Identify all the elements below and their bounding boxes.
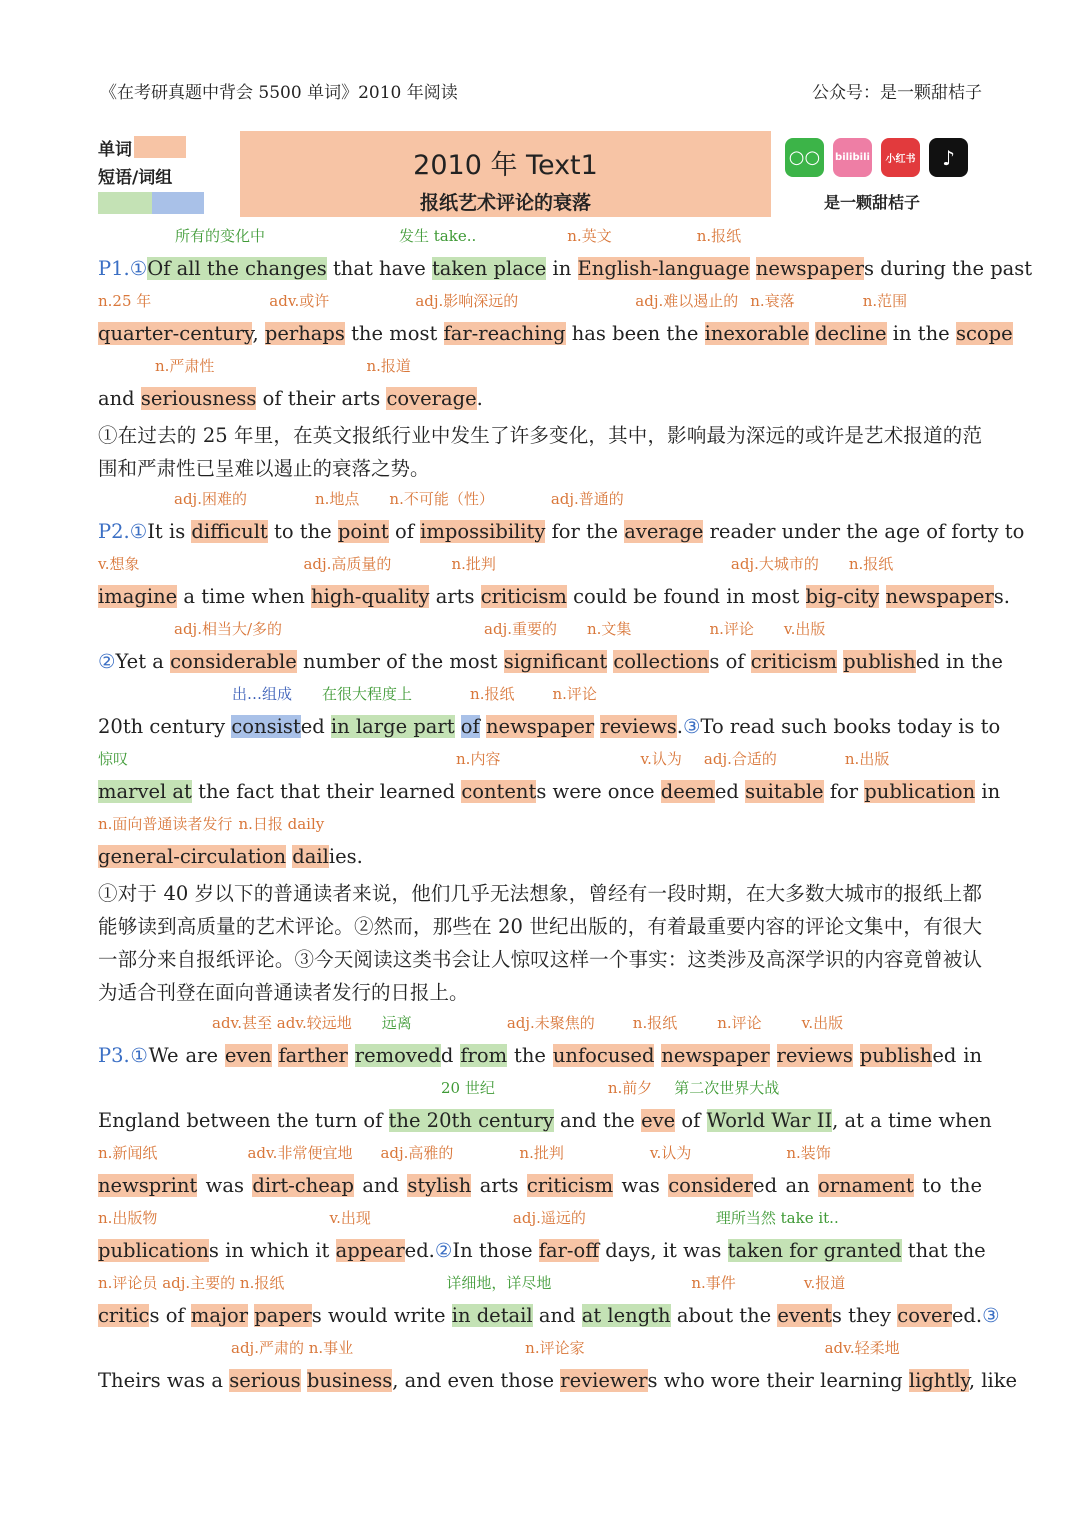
passage-text: dirt-cheap [252, 1174, 354, 1197]
passage-text: consider [668, 1174, 754, 1197]
passage-line [98, 1166, 982, 1206]
passage-text: newspaper [755, 257, 865, 280]
gloss-line [98, 289, 982, 314]
passage-line: P3.①We are even farther removedd from the unfocused newspaper reviews published in [98, 1044, 983, 1067]
passage-text: considerable [170, 650, 297, 673]
page-subtitle: 报纸艺术评论的衰落 [419, 192, 591, 214]
gloss-annotation: n.新闻纸 [98, 1144, 158, 1162]
gloss-annotation: adj.严肃的 n.事业 [231, 1339, 354, 1357]
passage-text: and [98, 387, 135, 410]
passage-text: has been the [571, 322, 699, 345]
passage-text: the most [351, 322, 438, 345]
document-header-account: 公众号：是一颗甜桔子 [812, 83, 982, 103]
passage-text: average [624, 520, 704, 543]
passage-text: s. [993, 585, 1010, 608]
gloss-annotation: n.报道 [366, 357, 411, 375]
passage-text: cover [897, 1304, 952, 1327]
gloss-annotation: n.内容 [456, 750, 501, 768]
passage-text: a time when [183, 585, 305, 608]
gloss-annotation: n.评论 [552, 685, 597, 703]
gloss-annotation: 惊叹 [98, 750, 129, 768]
gloss-annotation: adv.甚至 adv.较远地 [212, 1014, 352, 1032]
passage-text: reviews [776, 1044, 853, 1067]
gloss-annotation: n.装饰 [786, 1144, 831, 1162]
gloss-line [98, 1271, 982, 1296]
passage-text: in large part [330, 715, 455, 738]
passage-text: that have [332, 257, 426, 280]
passage-text: suitable [745, 780, 824, 803]
passage-text: s during the past [864, 257, 1033, 280]
gloss-annotation: adj.影响深远的 [415, 292, 519, 310]
gloss-line [98, 1076, 982, 1101]
passage-text: difficult [191, 520, 268, 543]
passage-text: criticism [480, 585, 567, 608]
page-title: 2010 年 Text1 [413, 150, 598, 181]
passage-text: ed an [753, 1174, 810, 1197]
paragraph-label: P1. [98, 257, 130, 280]
passage-line [98, 379, 982, 419]
passage-text: the [514, 1044, 546, 1067]
gloss-annotation: adv.或许 [269, 292, 330, 310]
passage-text: in detail [451, 1304, 533, 1327]
passage-text: and the [560, 1109, 635, 1132]
passage-text: in [981, 780, 1001, 803]
passage-text: ed [300, 715, 325, 738]
passage-text: impossibility [420, 520, 546, 543]
gloss-annotation: n.报纸 [696, 227, 742, 245]
passage-line: P1.①Of all the changes that have taken place in English-language newspapers during the past [98, 257, 1033, 280]
passage-text: marvel at [98, 780, 192, 803]
gloss-line [98, 487, 982, 512]
passage-line: publications in which it appeared.②In those far-off days, it was taken for granted that the [98, 1239, 986, 1262]
passage-text: It is [147, 520, 186, 543]
gloss-annotation: adv.非常便宜地 [247, 1144, 353, 1162]
passage-text: to the [273, 520, 332, 543]
passage-text: d [440, 1044, 454, 1067]
passage-text: in [552, 257, 572, 280]
passage-text: lightly [908, 1369, 969, 1392]
passage-text: reviewer [560, 1369, 648, 1392]
gloss-annotation: n.报纸 [470, 685, 515, 703]
gloss-annotation: v.想象 [98, 555, 140, 573]
passage-text: , and even those [392, 1369, 555, 1392]
gloss-line [98, 1336, 982, 1361]
gloss-annotation: v.认为 [649, 1144, 692, 1162]
gloss-line [98, 1206, 982, 1231]
gloss-line [98, 224, 982, 249]
gloss-annotation: n.报纸 [848, 555, 894, 573]
passage-line: 20th century consisted in large part of newspaper reviews.③To read such books today is to [98, 715, 1001, 738]
passage-text: English-language [577, 257, 750, 280]
gloss-annotation: n.出版 [844, 750, 890, 768]
passage-text: removed [354, 1044, 441, 1067]
passage-text: newspaper [485, 715, 595, 738]
passage-text: . [676, 715, 683, 738]
gloss-annotation: 出…组成 [232, 685, 293, 703]
gloss-annotation: 发生 take.. [399, 227, 477, 245]
passage-text: s they [831, 1304, 892, 1327]
passage-text: and [538, 1304, 576, 1327]
passage-text: To read such books today is to [700, 715, 1001, 738]
passage-text: content [461, 780, 537, 803]
passage-text: taken place [431, 257, 547, 280]
passage-text: publish [843, 650, 916, 673]
chinese-translation: ①在过去的 25 年里，在英文报纸行业中发生了许多变化，其中，影响最为深远的或许是艺术报道的范围和严肃性已呈难以遏止的衰落之势。 [98, 424, 982, 480]
passage-text: , like [968, 1369, 1018, 1392]
passage-text: the 20th century [388, 1109, 554, 1132]
gloss-annotation: n.文集 [587, 620, 632, 638]
gloss-line [98, 1141, 982, 1166]
gloss-line [98, 747, 982, 772]
xiaohongshu-icon[interactable]: 小红书 [881, 138, 920, 177]
gloss-annotation: v.报道 [803, 1274, 846, 1292]
passage-text: even [224, 1044, 272, 1067]
passage-text: s were once [536, 780, 655, 803]
reading-passage [98, 224, 1033, 1401]
passage-text: newspaper [885, 585, 994, 608]
passage-text: In those [452, 1239, 533, 1262]
passage-text: coverage [386, 387, 477, 410]
paragraph-label: P2. [98, 520, 130, 543]
gloss-annotation: adj.大城市的 [730, 555, 819, 573]
passage-text: critic [98, 1304, 150, 1327]
passage-text: newsprint [98, 1174, 198, 1197]
social-icons [785, 138, 968, 177]
bilibili-icon[interactable]: bilibili [833, 138, 872, 177]
passage-text: publication [98, 1239, 209, 1262]
gloss-annotation: n.批判 [519, 1144, 564, 1162]
passage-text: reviews [600, 715, 677, 738]
gloss-annotation: 详细地，详尽地 [446, 1274, 552, 1292]
passage-text: publish [859, 1044, 933, 1067]
passage-line [98, 314, 1013, 354]
passage-text: farther [278, 1044, 348, 1067]
passage-text: taken for granted [727, 1239, 902, 1262]
passage-text: collection [613, 650, 710, 673]
chinese-translation: ①对于 40 岁以下的普通读者来说，他们几乎无法想象，曾经有一段时期，在大多数大城市的报纸上都能够读到高质量的艺术评论。②然而，那些在 20 世纪出版的，有着最重要内容的评论文集中，有很大一部分来自报纸评论。③今天阅读这类书会让人惊叹这样一个事实：这类涉及高深学识的内容竟曾被认为适合刊登在面向普通读者发行的日报上。 [98, 882, 982, 1004]
passage-text: . [476, 387, 483, 410]
gloss-annotation: adj.困难的 [174, 490, 247, 508]
passage-text: arts [435, 585, 475, 608]
gloss-annotation: 远离 [381, 1014, 412, 1032]
gloss-annotation: n.前夕 [607, 1079, 653, 1097]
passage-line: P2.①It is difficult to the point of impossibility for the average reader under the age of forty to [98, 520, 1025, 543]
gloss-annotation: n.事件 [691, 1274, 736, 1292]
passage-text: was [205, 1174, 244, 1197]
passage-text: was [621, 1174, 660, 1197]
passage-text: dail [292, 845, 329, 868]
passage-text: seriousness [140, 387, 257, 410]
gloss-annotation: n.范围 [862, 292, 908, 310]
gloss-annotation: v.出版 [783, 620, 826, 638]
gloss-annotation: adj.相当大/多的 [174, 620, 283, 638]
gloss-annotation: n.地点 [314, 490, 360, 508]
title-banner [240, 131, 771, 217]
gloss-line [98, 1011, 982, 1036]
gloss-annotation: 所有的变化中 [175, 227, 266, 245]
passage-text: quarter-century [98, 322, 253, 345]
legend-word-label: 单词 [98, 139, 132, 160]
passage-text: Of all the changes [147, 257, 327, 280]
gloss-annotation: adj.难以遏止的 [635, 292, 739, 310]
gloss-line [98, 617, 982, 642]
passage-text: significant [503, 650, 608, 673]
passage-text: serious [229, 1369, 301, 1392]
document-header-title: 《在考研真题中背会 5500 单词》2010 年阅读 [100, 83, 458, 103]
gloss-annotation: n.评论 [709, 620, 754, 638]
gloss-line [98, 682, 982, 707]
passage-text: for the [551, 520, 619, 543]
passage-text: publication [864, 780, 976, 803]
passage-text: deem [660, 780, 715, 803]
passage-text: high-quality [311, 585, 430, 608]
passage-text: s in which it [208, 1239, 330, 1262]
passage-text: s who wore their learning [647, 1369, 903, 1392]
legend-phrase-green-swatch [98, 192, 152, 214]
passage-text: from [460, 1044, 508, 1067]
gloss-annotation: n.英文 [567, 227, 612, 245]
passage-text: inexorable [704, 322, 809, 345]
passage-line [98, 837, 982, 877]
gloss-annotation: 20 世纪 [441, 1079, 495, 1097]
gloss-annotation: n.面向普通读者发行 [98, 815, 233, 833]
passage-text: ed. [404, 1239, 435, 1262]
gloss-annotation: 在很大程度上 [322, 685, 413, 703]
gloss-annotation: n.评论员 adj.主要的 n.报纸 [98, 1274, 285, 1292]
passage-text: of [681, 1109, 701, 1132]
passage-text: far-off [538, 1239, 600, 1262]
passage-line: critics of major papers would write in detail and at length about the events they covered.③ [98, 1304, 1000, 1327]
passage-text: for [829, 780, 859, 803]
passage-text: scope [955, 322, 1013, 345]
gloss-annotation: n.评论家 [525, 1339, 585, 1357]
passage-text: decline [815, 322, 887, 345]
passage-text: We are [148, 1044, 218, 1067]
passage-text: point [337, 520, 389, 543]
passage-text: Yet a [115, 650, 164, 673]
passage-text: imagine [98, 585, 178, 608]
passage-text: number of the most [302, 650, 498, 673]
gloss-line [98, 552, 982, 577]
passage-text: that the [907, 1239, 986, 1262]
passage-text: s of [709, 650, 745, 673]
passage-text: 20th century [98, 715, 226, 738]
gloss-annotation: adj.高质量的 [303, 555, 392, 573]
passage-text: , at a time when [832, 1109, 992, 1132]
gloss-annotation: n.日报 daily [238, 815, 325, 833]
gloss-annotation: n.严肃性 [155, 357, 215, 375]
passage-text: criticism [750, 650, 837, 673]
passage-text: business [306, 1369, 393, 1392]
passage-line: ②Yet a considerable number of the most significant collections of criticism published in the [98, 650, 1003, 673]
passage-text: World War II [706, 1109, 833, 1132]
passage-text: of their arts [262, 387, 381, 410]
gloss-annotation: v.认为 [640, 750, 682, 768]
gloss-annotation: v.出现 [329, 1209, 371, 1227]
passage-text: major [190, 1304, 249, 1327]
legend-phrase-label: 短语/词组 [98, 167, 173, 188]
passage-text: and [362, 1174, 400, 1197]
passage-line [98, 577, 1010, 617]
gloss-annotation: 理所当然 take it.. [715, 1209, 839, 1227]
passage-text: event [777, 1304, 832, 1327]
passage-line [98, 772, 1001, 812]
passage-text: about the [676, 1304, 772, 1327]
gloss-annotation: n.衰落 [750, 292, 795, 310]
tiktok-icon[interactable]: ♪ [929, 138, 968, 177]
legend-word-swatch [134, 136, 186, 158]
passage-text: s would write [311, 1304, 446, 1327]
passage-text: perhaps [264, 322, 345, 345]
passage-line [98, 1361, 1018, 1401]
wechat-icon[interactable]: ○○ [785, 138, 824, 177]
gloss-annotation: adj.合适的 [703, 750, 777, 768]
passage-text: newspaper [661, 1044, 770, 1067]
passage-text: Theirs was a [98, 1369, 224, 1392]
passage-text: paper [254, 1304, 312, 1327]
gloss-annotation: n.不可能（性） [389, 490, 494, 508]
gloss-annotation: n.25 年 [98, 292, 152, 310]
passage-text: of [460, 715, 480, 738]
passage-text: far-reaching [443, 322, 566, 345]
legend-phrase-blue-swatch [152, 192, 204, 214]
passage-text: England between the turn of [98, 1109, 383, 1132]
passage-text: days, it was [605, 1239, 722, 1262]
passage-text: at length [581, 1304, 671, 1327]
gloss-line [98, 354, 982, 379]
passage-text: stylish [407, 1174, 472, 1197]
passage-text: could be found in most [573, 585, 800, 608]
passage-text: of [394, 520, 414, 543]
gloss-annotation: n.评论 [717, 1014, 762, 1032]
brand-name: 是一颗甜桔子 [824, 193, 921, 212]
passage-text: unfocused [552, 1044, 655, 1067]
gloss-annotation: adj.普通的 [550, 490, 624, 508]
passage-text: criticism [526, 1174, 614, 1197]
passage-text: ornament [818, 1174, 914, 1197]
passage-text: eve [641, 1109, 676, 1132]
passage-text: the fact that their learned [198, 780, 456, 803]
passage-text: general-circulation [98, 845, 287, 868]
gloss-annotation: n.出版物 [98, 1209, 158, 1227]
gloss-annotation: 第二次世界大战 [674, 1079, 780, 1097]
gloss-annotation: adj.高雅的 [380, 1144, 454, 1162]
passage-text: to the [922, 1174, 982, 1197]
passage-text: ed [714, 780, 739, 803]
passage-text: ies. [328, 845, 363, 868]
passage-text: ed. [951, 1304, 983, 1327]
passage-text: consist [231, 715, 301, 738]
gloss-annotation: v.出版 [801, 1014, 844, 1032]
passage-text: ed in [932, 1044, 983, 1067]
gloss-annotation: adj.遥远的 [512, 1209, 586, 1227]
paragraph-label: P3. [98, 1044, 130, 1067]
gloss-line [98, 812, 982, 837]
passage-text: , [252, 322, 265, 345]
passage-text: appear [335, 1239, 405, 1262]
passage-text: arts [479, 1174, 519, 1197]
gloss-annotation: adj.未聚焦的 [506, 1014, 595, 1032]
passage-text: reader under the age of forty to [709, 520, 1025, 543]
gloss-annotation: adj.重要的 [484, 620, 557, 638]
highlight-legend [98, 133, 204, 217]
passage-text: in the [892, 322, 950, 345]
passage-line [98, 1101, 992, 1141]
gloss-annotation: adv.轻柔地 [824, 1339, 900, 1357]
passage-text: ed in the [915, 650, 1003, 673]
passage-text: s of [149, 1304, 185, 1327]
gloss-annotation: n.批判 [451, 555, 496, 573]
passage-text: big-city [805, 585, 880, 608]
gloss-annotation: n.报纸 [632, 1014, 678, 1032]
